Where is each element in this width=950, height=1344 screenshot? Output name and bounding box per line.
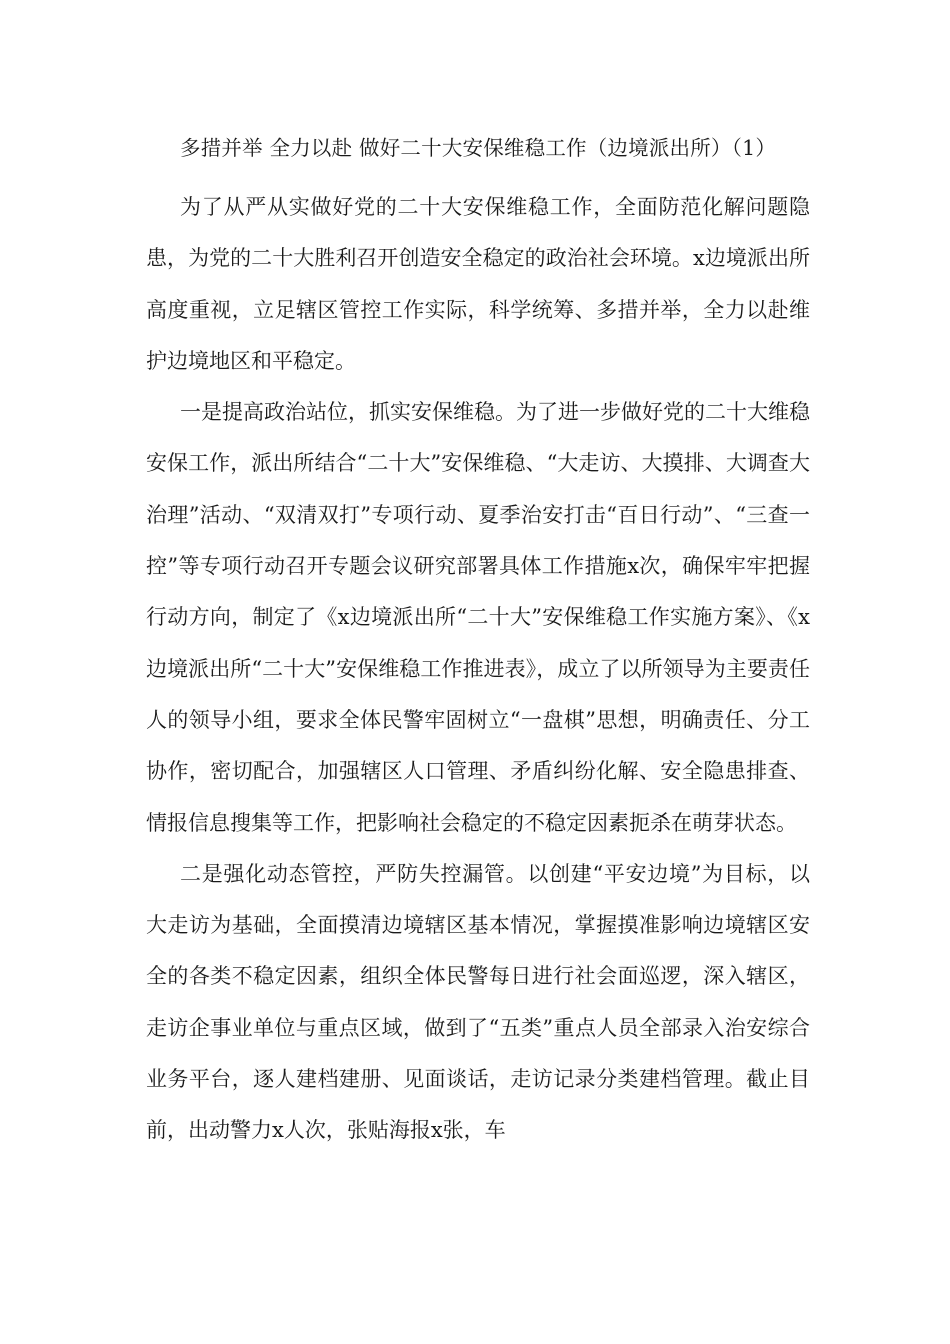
document-page	[146, 128, 810, 1157]
paragraph-political-stance: 一是提高政治站位，抓实安保维稳。为了进一步做好党的二十大维稳安保工作，派出所结合“二十大”安保维稳、“大走访、大摸排、大调查大治理”活动、“双清双打”专项行动、夏季治安打击“百日行动”、“三查一控”等专项行动召开专题会议研究部署具体工作措施x次，确保牢牢把握行动方向，制定了《x边境派出所“二十大”安保维稳工作实施方案》、《x边境派出所“二十大”安保维稳工作推进表》，成立了以所领导为主要责任人的领导小组，要求全体民警牢固树立“一盘棋”思想，明确责任、分工协作，密切配合，加强辖区人口管理、矛盾纠纷化解、安全隐患排查、情报信息搜集等工作，把影响社会稳定的不稳定因素扼杀在萌芽状态。	[146, 400, 810, 835]
paragraph-intro: 为了从严从实做好党的二十大安保维稳工作，全面防范化解问题隐患，为党的二十大胜利召开创造安全稳定的政治社会环境。x边境派出所高度重视，立足辖区管控工作实际，科学统筹、多措并举，全力以赴维护边境地区和平稳定。	[146, 195, 810, 373]
document-title: 多措并举 全力以赴 做好二十大安保维稳工作（边境派出所）（1）	[180, 136, 777, 160]
paragraph-dynamic-control: 二是强化动态管控，严防失控漏管。以创建“平安边境”为目标，以大走访为基础，全面摸清边境辖区基本情况，掌握摸准影响边境辖区安全的各类不稳定因素，组织全体民警每日进行社会面巡逻，深入辖区，走访企事业单位与重点区域，做到了“五类”重点人员全部录入治安综合业务平台，逐人建档建册、见面谈话，走访记录分类建档管理。截止目前，出动警力x人次，张贴海报x张，车	[146, 861, 810, 1143]
